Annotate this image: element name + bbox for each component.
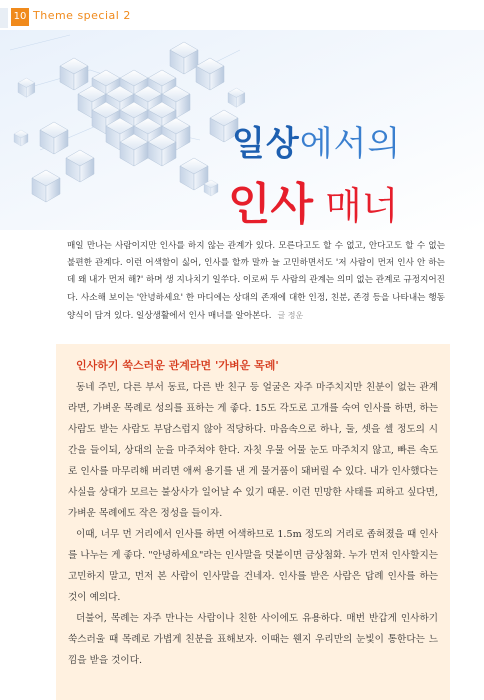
title-line-2 — [228, 168, 399, 232]
intro-paragraph — [67, 238, 445, 325]
byline: 글 정운 — [277, 310, 304, 320]
intro-text: 매일 만나는 사람이지만 인사를 하지 않는 관계가 있다. 모른다고도 할 수 없고, 안다고도 할 수 없는 불편한 관계다. 이런 어색함이 싫어, 인사를 할까 말까 늘 고민하면서도 '저 사람이 먼저 인사 안 하는 데 왜 내가 먼저 해?' 하며 생 지나치기 일쑤다. 이로써 두 사람의 관계는 의미 없는 관계로 규정지어진다. 사소해 보이는 '안녕하세요' 한 마디에는 상대의 존재에 대한 인정, 친분, 존경 등을 나타내는 행동양식이 담겨 있다. 일상생활에서 인사 매너를 알아본다. — [67, 241, 445, 321]
article-body — [68, 377, 438, 671]
header-bar — [0, 8, 8, 28]
title-2-rest: 매너 — [313, 184, 399, 228]
title-2-bold: 인사 — [228, 179, 314, 230]
page-number: 10 — [11, 8, 29, 26]
paragraph-2: 이때, 너무 먼 거리에서 인사를 하면 어색하므로 1.5m 정도의 거리로 좁혀졌을 때 인사를 나누는 게 좋다. "안녕하세요"라는 인사말을 덧붙이면 금상첨화. 누가 먼저 인사할지는 고민하지 말고, 먼저 본 사람이 인사말을 건네자. 인사를 받은 사람은 답례 인사를 하는 것이 예의다. — [68, 529, 438, 603]
title-1-bold: 일상 — [232, 124, 300, 164]
title-1-rest: 에서의 — [299, 124, 402, 164]
paragraph-3: 더불어, 목례는 자주 만나는 사람이나 친한 사이에도 유용하다. 매번 반갑게 인사하기 쑥스러울 때 목례로 가볍게 친분을 표해보자. 이때는 웬지 우리만의 눈빛이 통한다는 느낌을 받을 것이다. — [68, 613, 438, 666]
title-line-1 — [232, 116, 401, 165]
section-label: Theme special 2 — [33, 9, 131, 22]
section-title: 인사하기 쑥스러운 관계라면 '가벼운 목례' — [76, 359, 279, 372]
paragraph-1: 동네 주민, 다른 부서 동료, 다른 반 친구 등 얼굴은 자주 마주치지만 친분이 없는 관계라면, 가벼운 목례로 성의를 표하는 게 좋다. 15도 각도로 고개를 숙여 인사를 하면, 하는 사람도 받는 사람도 부담스럽지 않아 적당하다. 마음속으로 하나, 둘, 셋을 셀 정도의 시간을 들이되, 상대의 눈을 마주쳐야 한다. 자칫 우물 어물 눈도 마주치지 않고, 빠른 속도로 인사를 마무리해 버리면 애써 용기를 낸 게 물거품이 돼버릴 수 있다. 내가 인사했다는 사실을 상대가 모르는 불상사가 일어날 수 있기 때문. 이런 민망한 사태를 피하고 싶다면, 가벼운 목례에도 작은 정성을 들이자. — [68, 382, 438, 519]
